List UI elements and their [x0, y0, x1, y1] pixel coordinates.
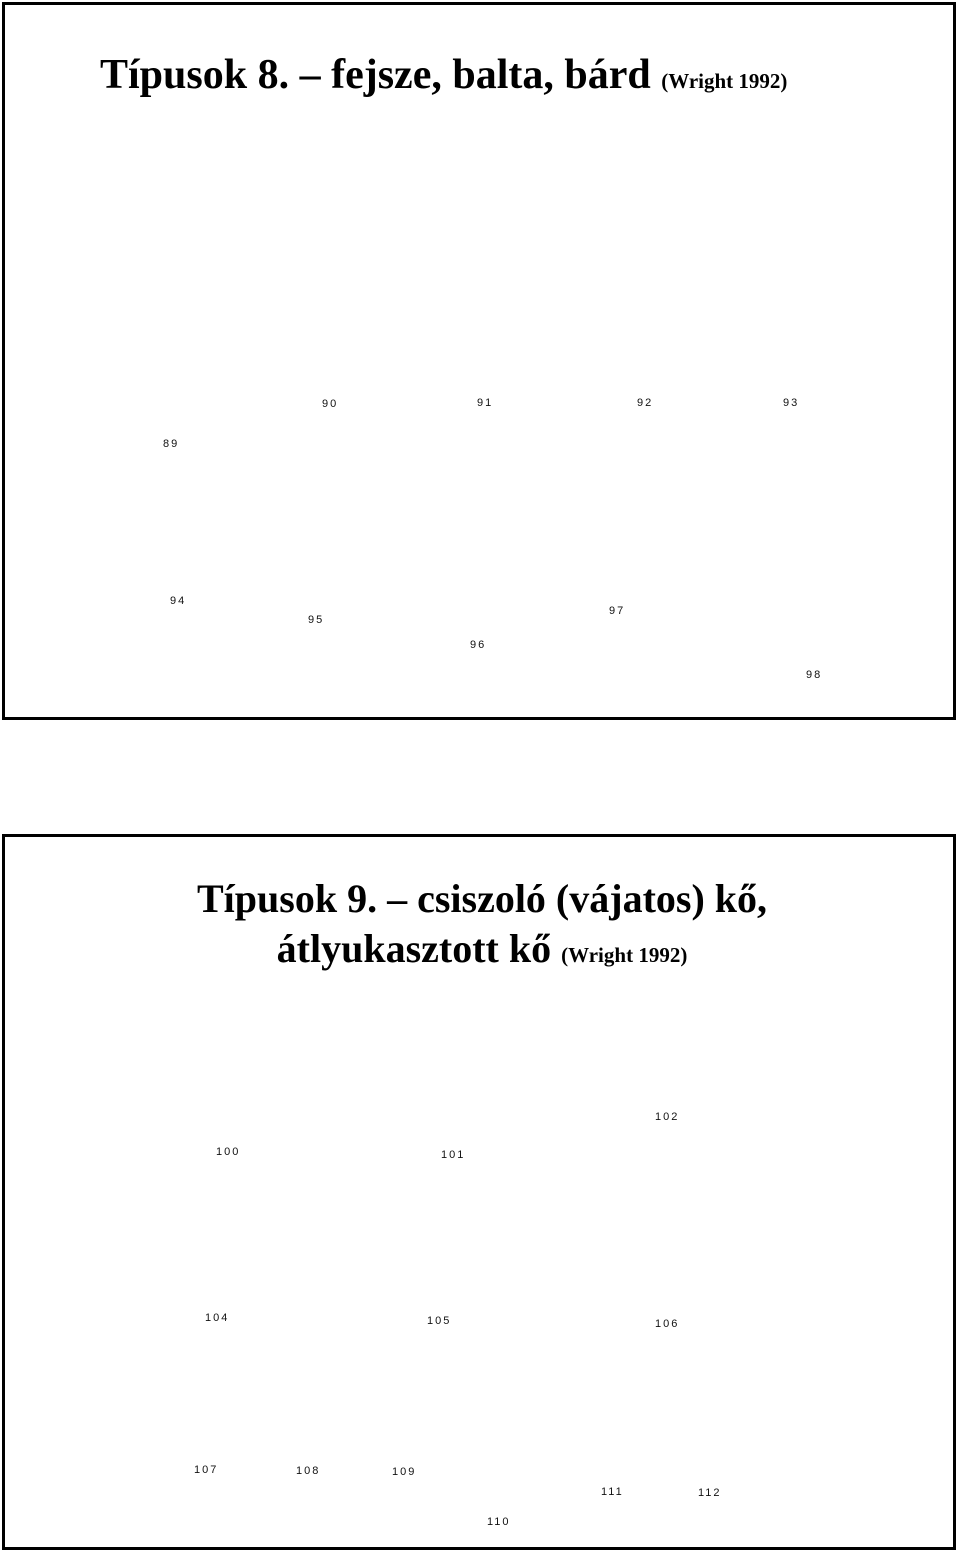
- slide-2-title-line-2: átlyukasztott kő (Wright 1992): [276, 926, 688, 971]
- figure-label: 112: [698, 1487, 722, 1499]
- figure-label: 101: [441, 1149, 466, 1161]
- figure-label: 97: [609, 605, 626, 617]
- figure-label: 91: [477, 397, 494, 409]
- slide-typology-9: [2, 834, 956, 1550]
- figure-label: 109: [392, 1466, 417, 1478]
- figure-label: 95: [308, 614, 325, 626]
- figure-label: 110: [487, 1516, 511, 1528]
- figure-label: 111: [601, 1486, 624, 1498]
- figure-label: 89: [163, 438, 180, 450]
- slide-1-title: Típusok 8. – fejsze, balta, bárd (Wright 1992): [100, 52, 788, 98]
- slide-typology-8: [2, 2, 956, 720]
- figure-label: 104: [205, 1312, 230, 1324]
- figure-label: 107: [194, 1464, 219, 1476]
- figure-label: 105: [427, 1315, 452, 1327]
- figure-label: 90: [322, 398, 339, 410]
- figure-label: 94: [170, 595, 187, 607]
- figure-label: 102: [655, 1111, 680, 1123]
- figure-label: 106: [655, 1318, 680, 1330]
- figure-label: 108: [296, 1465, 321, 1477]
- slide-2-title-line-1: Típusok 9. – csiszoló (vájatos) kő,: [196, 876, 768, 921]
- figure-label: 98: [806, 669, 823, 681]
- figure-label: 96: [470, 639, 487, 651]
- slide-1-citation: (Wright 1992): [661, 69, 788, 93]
- slide-2-citation: (Wright 1992): [561, 943, 688, 967]
- figure-label: 100: [216, 1146, 241, 1158]
- figure-label: 93: [783, 397, 800, 409]
- figure-label: 92: [637, 397, 654, 409]
